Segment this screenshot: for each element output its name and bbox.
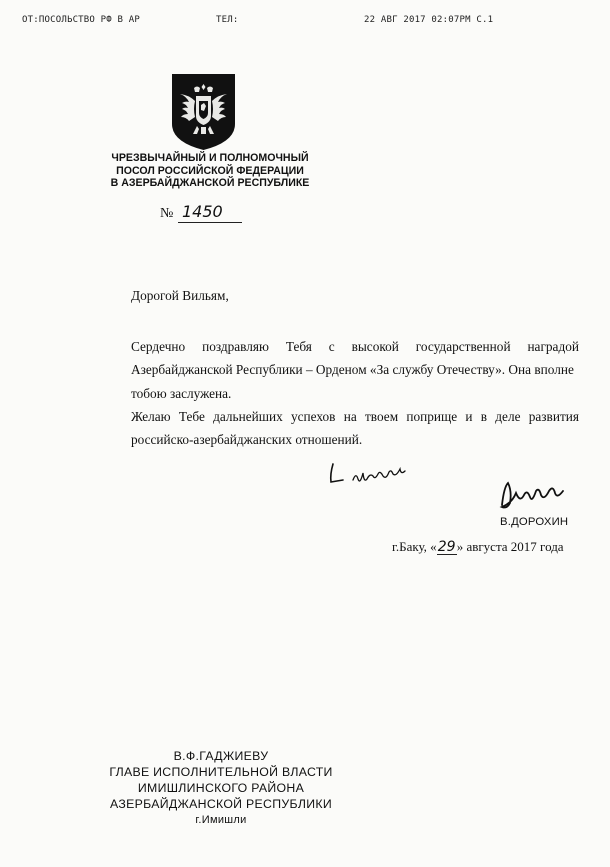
- addressee-line: АЗЕРБАЙДЖАНСКОЙ РЕСПУБЛИКИ: [110, 797, 332, 811]
- fax-header: [22, 15, 588, 29]
- handwritten-day: 29: [437, 539, 456, 555]
- sender-line: ЧРЕЗВЫЧАЙНЫЙ И ПОЛНОМОЧНЫЙ: [111, 152, 309, 164]
- paragraph-1-line-2: Азербайджанской Республики – Орденом «За службу Отечеству». Она вполне: [131, 362, 574, 377]
- sender-title: [94, 152, 326, 190]
- paragraph-2-line-1: Желаю Тебе дальнейших успехов на твоем поприще и в деле развития: [131, 409, 579, 424]
- sender-line: ПОСОЛ РОССИЙСКОЙ ФЕДЕРАЦИИ: [116, 164, 304, 177]
- addressee-city: г.Имишли: [195, 814, 247, 826]
- fax-tel: ТЕЛ:: [216, 15, 239, 25]
- addressee-line: ИМИШЛИНСКОГО РАЙОНА: [137, 781, 305, 795]
- number-value: 1450: [178, 201, 242, 223]
- place-prefix: г.Баку, «: [392, 539, 437, 554]
- number-sign: №: [160, 206, 174, 221]
- addressee-line: ГЛАВЕ ИСПОЛНИТЕЛЬНОЙ ВЛАСТИ: [109, 765, 333, 779]
- greeting: Дорогой Вильям,: [131, 288, 229, 303]
- paragraph-1-line-3: тобою заслужена.: [131, 386, 232, 401]
- place-suffix: » августа 2017 года: [456, 539, 564, 554]
- document-number: [160, 201, 240, 225]
- signature: [496, 477, 576, 513]
- paragraph-1-line-1: Сердечно поздравляю Тебя с высокой государственной наградой: [131, 339, 579, 354]
- signer-name: В.ДОРОХИН: [500, 516, 569, 528]
- fax-from: ОТ:ПОСОЛЬСТВО РФ В АР: [22, 15, 140, 25]
- sender-line: В АЗЕРБАЙДЖАНСКОЙ РЕСПУБЛИКЕ: [110, 177, 310, 189]
- paragraph-2-line-2: российско-азербайджанских отношений.: [131, 432, 363, 447]
- handwritten-note: [325, 460, 425, 490]
- russian-coat-of-arms-icon: [170, 72, 237, 152]
- addressee-block: [80, 748, 362, 828]
- addressee-line: В.Ф.ГАДЖИЕВУ: [173, 749, 269, 763]
- place-date: [392, 539, 564, 555]
- fax-date-page: 22 АВГ 2017 02:07PM С.1: [364, 15, 494, 25]
